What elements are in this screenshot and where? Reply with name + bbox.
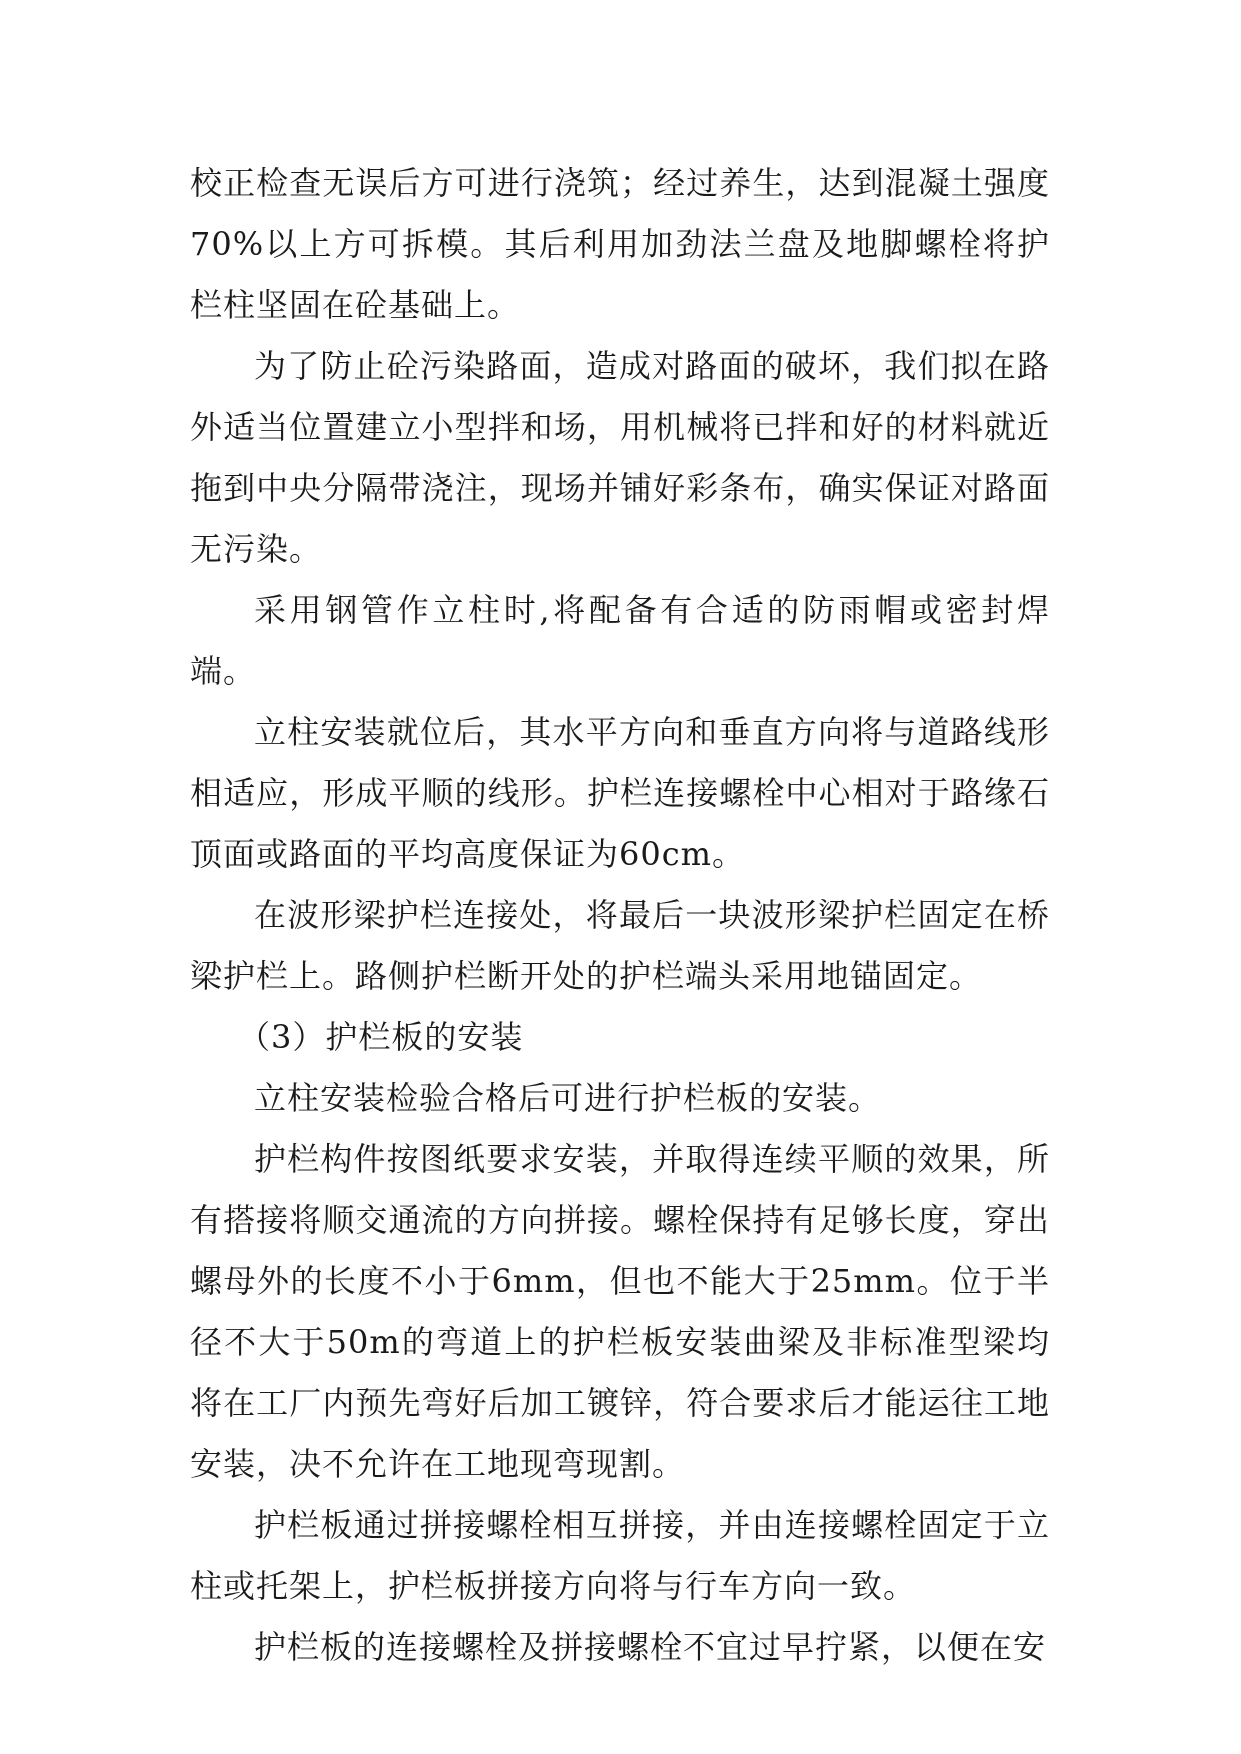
paragraph-9: 护栏板的连接螺栓及拼接螺栓不宜过早拧紧，以便在安	[254, 1628, 1047, 1666]
paragraph-7: 护栏构件按图纸要求安装，并取得连续平顺的效果，所有搭接将顺交通流的方向拼接。螺栓保持有足够长度，穿出螺母外的长度不小于6mm，但也不能大于25mm。位于半径不大于50m的弯道上的护栏板安装曲梁及非标准型梁均将在工厂内预先弯好后加工镀锌，符合要求后才能运往工地安装，决不允许在工地现弯现割。	[190, 1140, 1050, 1483]
paragraph-8: 护栏板通过拼接螺栓相互拼接，并由连接螺栓固定于立柱或托架上，护栏板拼接方向将与行车方向一致。	[190, 1506, 1050, 1605]
section-heading: （3）护栏板的安装	[238, 1018, 524, 1056]
paragraph-3: 采用钢管作立柱时,将配备有合适的防雨帽或密封焊端。	[190, 591, 1050, 690]
paragraph-2: 为了防止砼污染路面，造成对路面的破坏，我们拟在路外适当位置建立小型拌和场，用机械将已拌和好的材料就近拖到中央分隔带浇注，现场并铺好彩条布，确实保证对路面无污染。	[190, 347, 1050, 568]
paragraph-4: 立柱安装就位后，其水平方向和垂直方向将与道路线形相适应，形成平顺的线形。护栏连接螺栓中心相对于路缘石顶面或路面的平均高度保证为60cm。	[190, 713, 1050, 873]
paragraph-6: 立柱安装检验合格后可进行护栏板的安装。	[254, 1079, 882, 1117]
paragraph-5: 在波形梁护栏连接处，将最后一块波形梁护栏固定在桥梁护栏上。路侧护栏断开处的护栏端头采用地锚固定。	[190, 896, 1050, 995]
paragraph-1: 校正检查无误后方可进行浇筑；经过养生，达到混凝土强度70%以上方可拆模。其后利用加劲法兰盘及地脚螺栓将护栏柱坚固在砼基础上。	[190, 164, 1050, 324]
document-body	[190, 153, 1050, 1678]
